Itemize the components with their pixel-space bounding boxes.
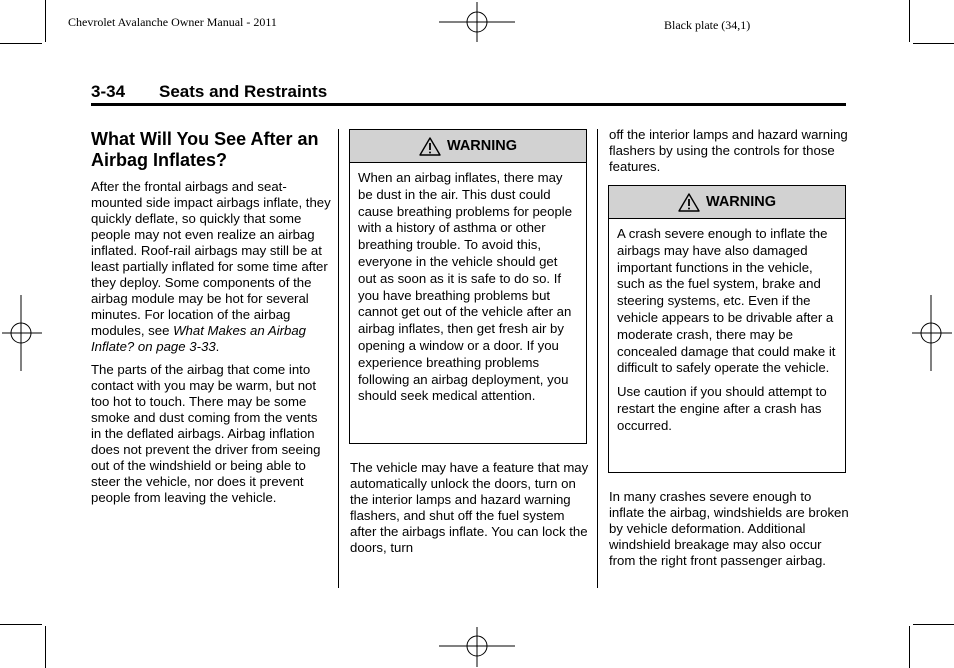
column-3-top bbox=[609, 127, 849, 182]
crop-mark bbox=[0, 43, 42, 44]
registration-mark-right bbox=[912, 295, 952, 371]
registration-mark-bottom bbox=[439, 627, 515, 667]
warning-triangle-icon bbox=[678, 193, 700, 212]
page-reference-link[interactable]: What Makes an Airbag Inflate? on page 3-33 bbox=[91, 323, 307, 354]
paragraph: off the interior lamps and hazard warning flashers by using the controls for those features. bbox=[609, 127, 848, 174]
registration-mark-top bbox=[439, 2, 515, 42]
section-header bbox=[91, 81, 846, 106]
page-number: 3-34 bbox=[91, 82, 126, 101]
warning-body bbox=[609, 219, 845, 435]
warning-text: A crash severe enough to inflate the airbags may have also damaged important functions in the vehicle, such as the fuel system, brake and steering systems, etc. Even if the vehicle appears to be drivable after a moderate crash, there may be concealed damage that could make it difficult to safely operate the vehicle. bbox=[617, 226, 836, 376]
warning-body bbox=[350, 163, 586, 405]
paragraph: After the frontal airbags and seat-mounted side impact airbags inflate, they quickly deflate, so quickly that some people may not even realize an airbag inflated. Roof-rail airbags may still be at least partially inflated for some time after they deploy. Some components of the airbag module may be hot for several minutes. For location of the airbag modules, see What Makes an Airbag Inflate? on page 3-33. bbox=[91, 179, 331, 354]
column-2-text bbox=[350, 460, 590, 563]
paragraph: The vehicle may have a feature that may automatically unlock the doors, turn on the interior lamps and hazard warning flashers, and shut off the fuel system after the airbags inflate. You can lock the doors, turn bbox=[350, 460, 589, 555]
section-title: Seats and Restraints bbox=[159, 82, 328, 101]
warning-label: WARNING bbox=[446, 138, 518, 154]
crop-mark bbox=[45, 0, 46, 42]
crop-mark bbox=[909, 626, 910, 668]
warning-header bbox=[350, 130, 586, 163]
column-divider bbox=[338, 129, 339, 588]
registration-mark-left bbox=[2, 295, 42, 371]
paragraph: The parts of the airbag that come into contact with you may be warm, but not too hot to touch. There may be some smoke and dust coming from the vents in the deflated airbags. Airbag inflation does not prevent the driver from seeing out of the windshield or being able to steer the vehicle, nor does it prevent people from leaving the vehicle. bbox=[91, 362, 321, 505]
warning-triangle-icon bbox=[419, 137, 441, 156]
manual-title: Chevrolet Avalanche Owner Manual - 2011 bbox=[68, 15, 277, 29]
crop-mark bbox=[913, 43, 954, 44]
column-1 bbox=[91, 129, 331, 513]
warning-text: Use caution if you should attempt to restart the engine after a crash has occurred. bbox=[617, 384, 827, 433]
warning-text: When an airbag inflates, there may be dust in the air. This dust could cause breathing problems for people with a history of asthma or other breathing trouble. To avoid this, everyone in the vehicle should get out as soon as it is safe to do so. If you have breathing problems but cannot get out of the vehicle after an airbag inflates, then get fresh air by opening a window or a door. If you experience breathing problems following an airbag deployment, you should seek medical attention. bbox=[358, 170, 573, 404]
crop-mark bbox=[909, 0, 910, 42]
warning-header bbox=[609, 186, 845, 219]
warning-box bbox=[608, 185, 846, 473]
warning-box bbox=[349, 129, 587, 444]
plate-label: Black plate (34,1) bbox=[664, 18, 751, 32]
topic-heading: What Will You See After an Airbag Inflates? bbox=[91, 129, 319, 170]
crop-mark bbox=[0, 624, 42, 625]
column-divider bbox=[597, 129, 598, 588]
warning-label: WARNING bbox=[705, 194, 777, 210]
paragraph: In many crashes severe enough to inflate the airbag, windshields are broken by vehicle deformation. Additional windshield breakage may also occur from the right front passenger airbag. bbox=[609, 489, 849, 568]
crop-mark bbox=[913, 624, 954, 625]
crop-mark bbox=[45, 626, 46, 668]
column-3-text bbox=[609, 489, 849, 576]
